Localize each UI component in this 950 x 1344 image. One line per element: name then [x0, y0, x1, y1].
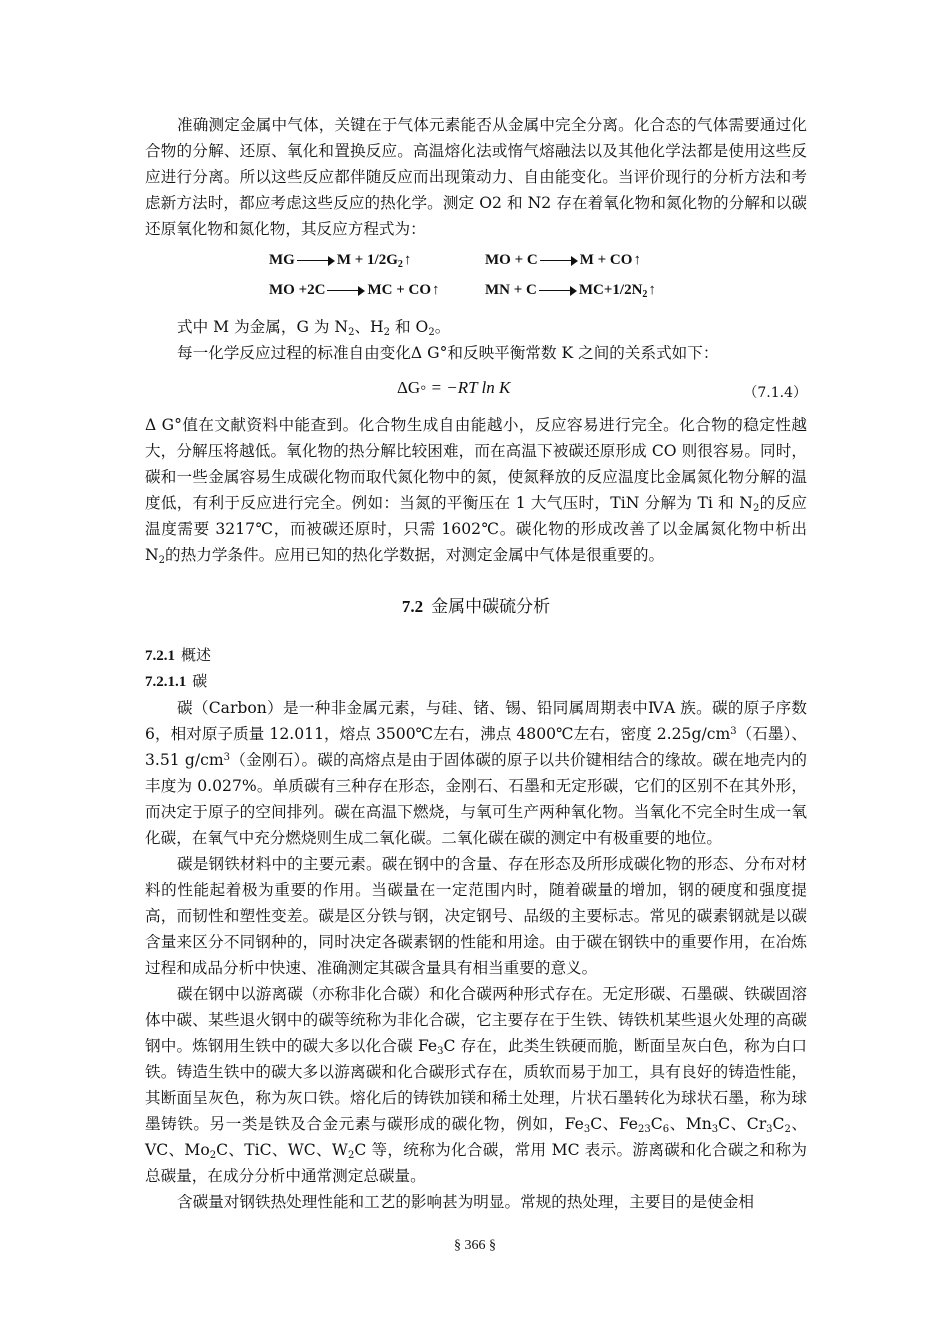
paragraph-heat-treatment: 含碳量对钢铁热处理性能和工艺的影响甚为明显。常规的热处理，主要目的是使金相	[177, 1193, 754, 1211]
para5-text: 碳在钢中以游离碳（亦称非化合碳）和化合碳两种形式存在。无定形碳、石墨碳、铁碳固溶体中碳、某些退火钢中的碳等统称为非化合碳，它主要存在于生铁、铸铁机某些退火处理的高碳钢中。炼钢用生铁中的碳大多以化合碳 Fe	[145, 985, 807, 1055]
where-mid-2: 和 O	[390, 318, 429, 336]
para2-sub-2: 2	[158, 555, 166, 566]
reaction-4-right: MC+1/2N	[578, 282, 643, 298]
relation-line: 每一化学反应过程的标准自由变化Δ G°和反映平衡常数 K 之间的关系式如下：	[177, 344, 719, 362]
para3-text-1: 碳（Carbon）是一种非金属元素，与硅、锗、锡、铅同属周期表中ⅣA 族。碳的原子序数 6，相对原子质量 12.011，熔点 3500℃左右，沸点 4800℃左右，密度 2.25g/cm	[145, 699, 807, 743]
up-arrow-icon: ↑	[648, 282, 656, 298]
reaction-4	[485, 282, 656, 299]
subheading-number: 7.2.1.1	[145, 674, 187, 690]
para5-sub: 6	[662, 1124, 670, 1135]
section-heading	[145, 592, 807, 617]
reaction-4-sub: 2	[642, 289, 648, 300]
equation-lhs: ΔG	[397, 378, 421, 397]
where-sub-3: 2	[428, 327, 435, 338]
paragraph-carbon-element	[145, 695, 807, 851]
para3-sup-2: 3	[223, 752, 231, 763]
reaction-3-right: MC + CO	[367, 282, 432, 298]
subheading-carbon	[145, 669, 807, 695]
equation-rhs: = −RT ln K	[426, 378, 511, 397]
reaction-3-left: MO +2C	[269, 282, 326, 298]
reaction-2-left: MO + C	[485, 252, 538, 268]
equation-degree: ◦	[420, 378, 427, 397]
paragraph-carbon-forms	[145, 981, 807, 1189]
subheading-number: 7.2.1	[145, 648, 175, 664]
reaction-4-left: MN + C	[485, 282, 537, 298]
section-title: 金属中碳硫分析	[431, 597, 551, 616]
page-body	[145, 112, 807, 1215]
subheading-title: 概述	[181, 646, 212, 664]
subheading-overview	[145, 643, 807, 669]
para5-text: C、Fe	[590, 1115, 639, 1133]
para5-sub: 23	[638, 1124, 651, 1135]
para5-text: 、VC、Mo	[145, 1115, 807, 1159]
para5-text: 、Mn	[669, 1115, 712, 1133]
para5-text: C 等，统称为化合碳，常用 MC 表示。游离碳和化合碳之和称为总碳量，在成分分析中通常测定总碳量。	[145, 1141, 807, 1185]
where-sub-2: 2	[383, 327, 391, 338]
para5-sub: 3	[583, 1124, 591, 1135]
where-suffix: 。	[434, 318, 451, 336]
where-prefix: 式中 M 为金属，G 为 N	[177, 318, 349, 336]
reaction-1	[269, 252, 411, 269]
section-number: 7.2	[401, 597, 424, 616]
para5-sub: 3	[766, 1124, 773, 1135]
reaction-1-sub: 2	[397, 259, 403, 270]
para3-sup-1: 3	[730, 726, 737, 737]
paragraph-carbon-in-steel: 碳是钢铁材料中的主要元素。碳在钢中的含量、存在形态及所形成碳化物的形态、分布对材料的性能起着极为重要的作用。当碳量在一定范围内时，随着碳量的增加，钢的硬度和强度提高，而韧性和塑性变差。碳是区分铁与钢，决定钢号、品级的主要标志。常见的碳素钢就是以碳含量来区分不同钢种的，同时决定各碳素钢的性能和用途。由于碳在钢铁中的重要作用，在冶炼过程和成品分析中快速、准确测定其碳含量具有相当重要的意义。	[145, 855, 807, 977]
para3-text-2: （石墨）、3.51 g/cm	[145, 725, 807, 769]
reaction-1-left: MG	[269, 252, 295, 268]
where-line	[145, 314, 807, 340]
right-arrow-icon	[297, 256, 335, 266]
equation-body	[397, 378, 510, 398]
up-arrow-icon: ↑	[633, 252, 641, 268]
equation-number: （7.1.4）	[743, 385, 807, 401]
para2-sub-1: 2	[752, 503, 760, 514]
para5-text: C、Cr	[718, 1115, 767, 1133]
para5-sub: 2	[209, 1150, 217, 1161]
reaction-1-right: M + 1/2G	[336, 252, 398, 268]
para5-sub: 2	[347, 1150, 355, 1161]
right-arrow-icon	[540, 256, 578, 266]
para5-sub: 3	[437, 1046, 444, 1057]
up-arrow-icon: ↑	[432, 282, 440, 298]
para5-text: C	[772, 1115, 785, 1133]
reaction-2	[485, 252, 641, 269]
para5-sub: 2	[784, 1124, 791, 1135]
para3-text-3: （金刚石）。碳的高熔点是由于固体碳的原子以共价键相结合的缘故。碳在地壳内的丰度为 0.027%。单质碳有三种存在形态，金刚石、石墨和无定形碳，它们的区别不在其外形，而决定于原子的空间排列。碳在高温下燃烧，与氧可生产两种氧化物。当氧化不完全时生成一氧化碳，在氧气中充分燃烧则生成二氧化碳。二氧化碳在碳的测定中有极重要的地位。	[145, 751, 808, 847]
reaction-3	[269, 282, 440, 299]
paragraph-free-energy	[145, 412, 807, 568]
up-arrow-icon: ↑	[403, 252, 412, 268]
para2-text-3: 的热力学条件。应用已知的热化学数据，对测定金属中气体是很重要的。	[165, 546, 665, 564]
where-sub-1: 2	[348, 327, 355, 338]
equation-7-1-4	[145, 372, 807, 408]
para2-text-1: Δ G°值在文献资料中能查到。化合物生成自由能越小，反应容易进行完全。化合物的稳定性越大，分解压将越低。氧化物的热分解比较困难，而在高温下被碳还原形成 CO 则很容易。同时，碳和一些金属容易生成碳化物而取代氮化物中的氮，使氮释放的反应温度比金属氮化物分解的温度低，有利于反应进行完全。例如：当氮的平衡压在 1 大气压时，TiN 分解为 Ti 和 N	[145, 416, 807, 512]
para5-text: C、TiC、WC、W	[216, 1141, 348, 1159]
reaction-equations	[145, 246, 807, 308]
paragraph-gas-separation: 准确测定金属中气体，关键在于气体元素能否从金属中完全分离。化合态的气体需要通过化合物的分解、还原、氧化和置换反应。高温熔化法或惰气熔融法以及其他化学法都是使用这些反应进行分离。所以这些反应都伴随反应而出现策动力、自由能变化。当评价现行的分析方法和考虑新方法时，都应考虑这些反应的热化学。测定 O2 和 N2 存在着氧化物和氮化物的分解和以碳还原氧化物和氮化物，其反应方程式为：	[145, 116, 807, 238]
para5-text: C 存在，此类生铁硬而脆，断面呈灰白色，称为白口铁。铸造生铁中的碳大多以游离碳和化合碳形式存在，质软而易于加工，具有良好的铸造性能，其断面呈灰色，称为灰口铁。熔化后的铸铁加镁和稀土处理，片状石墨转化为球状石墨，称为球墨铸铁。另一类是铁及合金元素与碳形成的碳化物，例如，Fe	[145, 1037, 807, 1133]
para5-sub: 3	[711, 1124, 719, 1135]
para2-text-2: 的反应温度需要 3217℃，而被碳还原时，只需 1602℃。碳化物的形成改善了以金属氮化物中析出 N	[145, 494, 807, 564]
right-arrow-icon	[327, 286, 365, 296]
para5-text: C	[650, 1115, 663, 1133]
right-arrow-icon	[539, 286, 577, 296]
reaction-2-right: M + CO	[579, 252, 633, 268]
where-mid-1: 、H	[354, 318, 384, 336]
page-number: § 366 §	[454, 1238, 496, 1253]
subheading-title: 碳	[192, 672, 208, 690]
